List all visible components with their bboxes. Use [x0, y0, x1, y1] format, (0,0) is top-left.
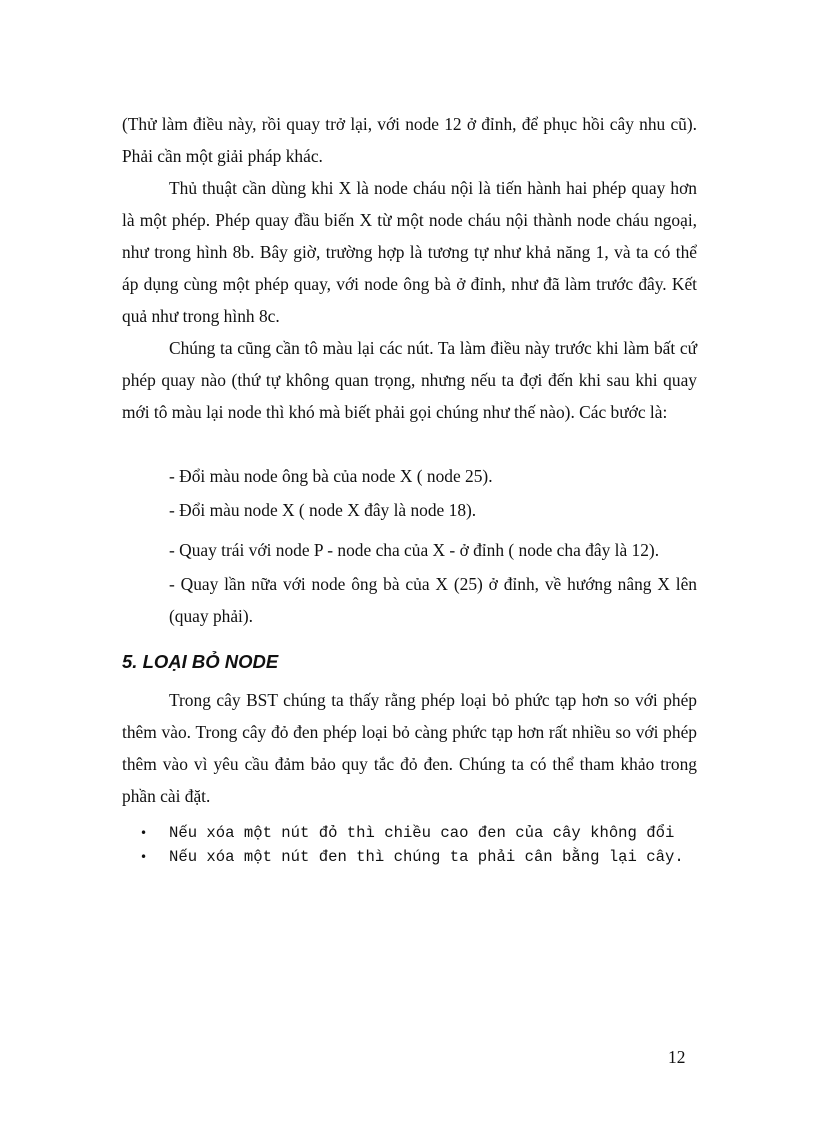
paragraph-double-rotation: Thủ thuật cần dùng khi X là node cháu nội là tiến hành hai phép quay hơn là một phép. Phép quay đầu biến X từ một node cháu nội thành node cháu ngoại, như trong hình 8b. Bây giờ, trường hợp là tương tự như khả năng 1, và ta có thể áp dụng cùng một phép quay, với node ông bà ở đỉnh, như đã làm trước đây. Kết quả như trong hình 8c.: [122, 178, 697, 326]
section-heading: 5. LOẠI BỎ NODE: [122, 651, 279, 672]
step-item: - Quay trái với node P - node cha của X - ở đỉnh ( node cha đây là 12).: [169, 540, 660, 560]
step-item: - Đổi màu node X ( node X đây là node 18).: [169, 500, 477, 520]
list-item: [140, 823, 700, 843]
list-item-text: Nếu xóa một nút đen thì chúng ta phải cân bằng lại cây.: [169, 848, 684, 866]
paragraph-intro: (Thử làm điều này, rồi quay trở lại, với node 12 ở đỉnh, để phục hồi cây nhu cũ). Phải cần một giải pháp khác.: [122, 114, 697, 166]
step-item: - Đổi màu node ông bà của node X ( node 25).: [169, 466, 493, 486]
page-number: 12: [668, 1047, 686, 1067]
bullet-icon: •: [140, 850, 148, 864]
paragraph-deletion: Trong cây BST chúng ta thấy rằng phép loại bỏ phức tạp hơn so với phép thêm vào. Trong cây đỏ đen phép loại bỏ càng phức tạp hơn rất nhiều so với phép thêm vào vì yêu cầu đảm bảo quy tắc đỏ đen. Chúng ta có thể tham khảo trong phần cài đặt.: [122, 690, 697, 806]
bullet-icon: •: [140, 826, 148, 840]
list-item: [140, 847, 700, 867]
bullet-list: [140, 823, 700, 871]
list-item-text: Nếu xóa một nút đỏ thì chiều cao đen của cây không đổi: [169, 824, 675, 842]
paragraph-recolor: Chúng ta cũng cần tô màu lại các nút. Ta làm điều này trước khi làm bất cứ phép quay nào (thứ tự không quan trọng, nhưng nếu ta đợi đến khi sau khi quay mới tô màu lại node thì khó mà biết phải gọi chúng như thế nào). Các bước là:: [122, 338, 697, 422]
step-item: - Quay lần nữa với node ông bà của X (25) ở đỉnh, về hướng nâng X lên (quay phải).: [169, 574, 697, 626]
